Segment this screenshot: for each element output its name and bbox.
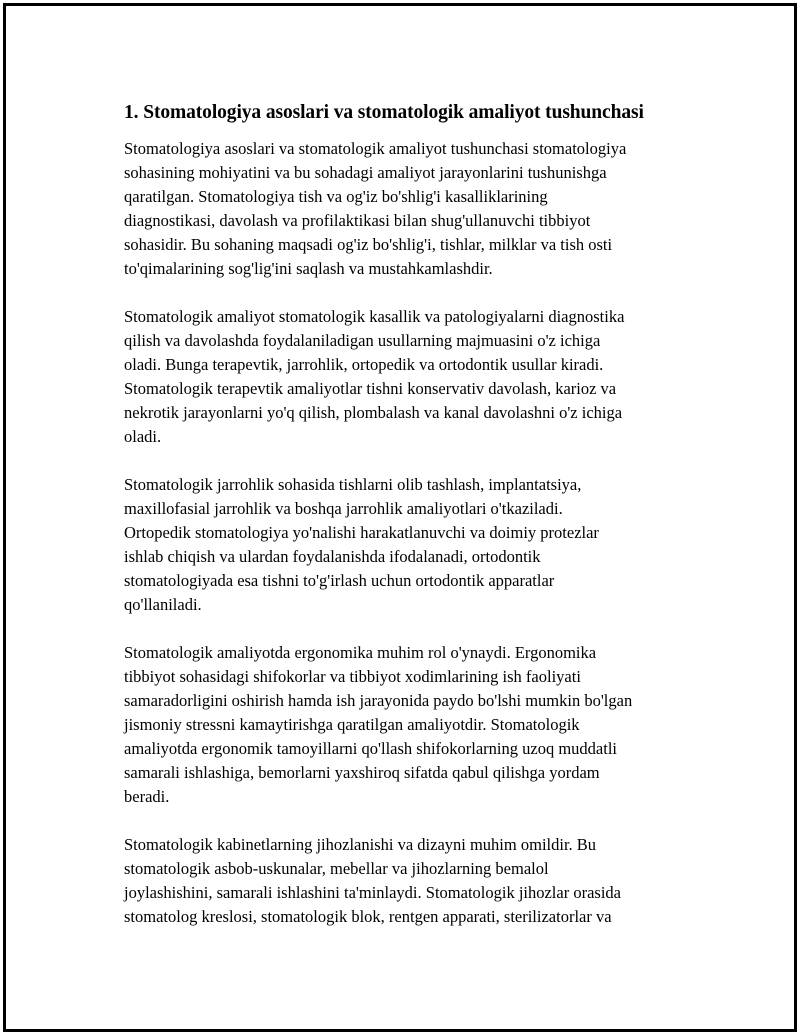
paragraph-line: samarali ishlashiga, bemorlarni yaxshiroq sifatda qabul qilishga yordam [124, 763, 600, 782]
paragraph-line: amaliyotda ergonomik tamoyillarni qo'llash shifokorlarning uzoq muddatli [124, 739, 617, 758]
paragraph-line: stomatologik asbob-uskunalar, mebellar va jihozlarning bemalol [124, 859, 549, 878]
paragraph-line: qo'llaniladi. [124, 595, 202, 614]
paragraph-line: Stomatologik jarrohlik sohasida tishlarni olib tashlash, implantatsiya, [124, 475, 582, 494]
paragraph-line: maxillofasial jarrohlik va boshqa jarrohlik amaliyotlari o'tkaziladi. [124, 499, 563, 518]
paragraph-line: oladi. Bunga terapevtik, jarrohlik, ortopedik va ortodontik usullar kiradi. [124, 355, 604, 374]
paragraph-line: ishlab chiqish va ulardan foydalanishda ifodalanadi, ortodontik [124, 547, 541, 566]
paragraph-line: Stomatologiya asoslari va stomatologik amaliyot tushunchasi stomatologiya [124, 139, 627, 158]
paragraph [124, 473, 704, 617]
paragraph-line: stomatolog kreslosi, stomatologik blok, rentgen apparati, sterilizatorlar va [124, 907, 612, 926]
section-heading: 1. Stomatologiya asoslari va stomatologik amaliyot tushunchasi [124, 102, 644, 123]
document-body [124, 101, 704, 953]
paragraph-line: diagnostikasi, davolash va profilaktikasi bilan shug'ullanuvchi tibbiyot [124, 211, 591, 230]
paragraph-line: tibbiyot sohasidagi shifokorlar va tibbiyot xodimlarining ish faoliyati [124, 667, 581, 686]
paragraph-line: stomatologiyada esa tishni to'g'irlash uchun ortodontik apparatlar [124, 571, 555, 590]
paragraph-line: Stomatologik amaliyot stomatologik kasallik va patologiyalarni diagnostika [124, 307, 625, 326]
paragraph-line: sohasidir. Bu sohaning maqsadi og'iz bo'shlig'i, tishlar, milklar va tish osti [124, 235, 613, 254]
paragraph-line: jismoniy stressni kamaytirishga qaratilgan amaliyotdir. Stomatologik [124, 715, 580, 734]
paragraph-line: beradi. [124, 787, 170, 806]
paragraph-line: qaratilgan. Stomatologiya tish va og'iz bo'shlig'i kasalliklarining [124, 187, 548, 206]
paragraph-line: oladi. [124, 427, 162, 446]
paragraph-line: joylashishini, samarali ishlashini ta'minlaydi. Stomatologik jihozlar orasida [124, 883, 621, 902]
paragraph [124, 137, 704, 281]
paragraph-line: Stomatologik kabinetlarning jihozlanishi va dizayni muhim omildir. Bu [124, 835, 597, 854]
document-page [3, 3, 797, 1032]
paragraph [124, 641, 704, 809]
paragraph-line: to'qimalarining sog'lig'ini saqlash va mustahkamlashdir. [124, 259, 493, 278]
paragraph-line: nekrotik jarayonlarni yo'q qilish, plombalash va kanal davolashni o'z ichiga [124, 403, 623, 422]
paragraph-line: sohasining mohiyatini va bu sohadagi amaliyot jarayonlarini tushunishga [124, 163, 607, 182]
paragraph-line: qilish va davolashda foydalaniladigan usullarning majmuasini o'z ichiga [124, 331, 601, 350]
paragraph-line: Ortopedik stomatologiya yo'nalishi harakatlanuvchi va doimiy protezlar [124, 523, 599, 542]
paragraph [124, 305, 704, 449]
paragraph [124, 833, 704, 929]
paragraph-line: samaradorligini oshirish hamda ish jarayonida paydo bo'lshi mumkin bo'lgan [124, 691, 633, 710]
paragraph-line: Stomatologik terapevtik amaliyotlar tishni konservativ davolash, karioz va [124, 379, 617, 398]
paragraph-line: Stomatologik amaliyotda ergonomika muhim rol o'ynaydi. Ergonomika [124, 643, 597, 662]
